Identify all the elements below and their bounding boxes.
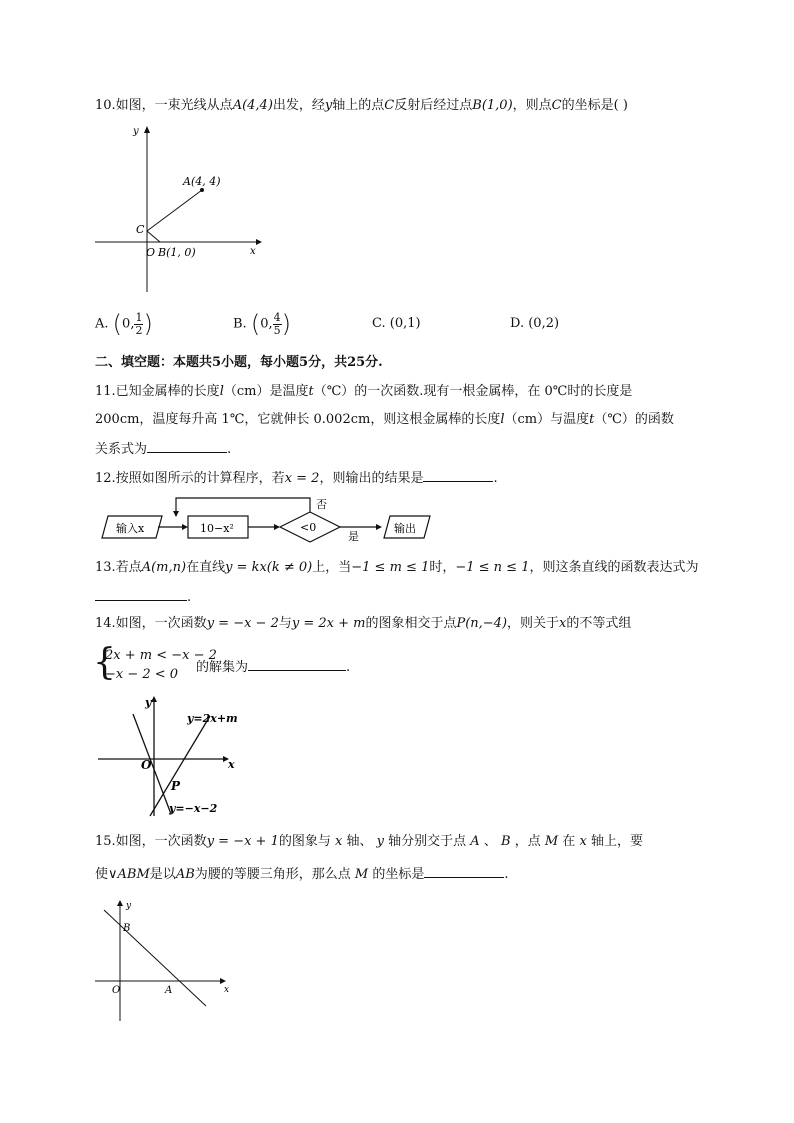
b-label: B(1, 0)	[158, 246, 196, 259]
q15-answer-blank[interactable]	[424, 864, 504, 878]
q12-flowchart	[100, 494, 440, 544]
x-arrow-icon	[256, 239, 262, 245]
yes-label: 是	[348, 530, 359, 543]
y-arrow-icon	[117, 900, 123, 906]
q14-stem: 14.如图，一次函数y = −x − 2与y = 2x + m的图象相交于点P(n,−4)，则关于x的不等式组	[95, 616, 632, 631]
ray-cb	[147, 231, 160, 242]
q10-option-d[interactable]: D. (0,2)	[510, 316, 560, 331]
arrow-icon	[376, 524, 382, 530]
arrow-icon	[182, 524, 188, 530]
a-label: A	[165, 985, 173, 996]
q14-figure	[95, 692, 255, 822]
q10-stem: 10.如图，一束光线从点A(4,4)出发，经y轴上的点C反射后经过点B(1,0)，则点C的坐标是( )	[95, 98, 628, 113]
a-label: A(4, 4)	[183, 175, 221, 188]
q13-answer-blank[interactable]	[95, 587, 187, 601]
q11-line1: 11.已知金属棒的长度l（cm）是温度t（℃）的一次函数.现有一根金属棒，在 0℃时的长度是	[95, 384, 633, 399]
system-brace: {	[93, 642, 116, 683]
q12-stem: 12.按照如图所示的计算程序，若x = 2，则输出的结果是 .	[95, 468, 498, 487]
c-label: C	[136, 223, 145, 236]
q15-figure	[92, 896, 242, 1026]
point-a	[200, 188, 204, 192]
q12-answer-blank[interactable]	[423, 468, 493, 482]
b-label: B	[123, 923, 131, 934]
q14-ineq1: 2x + m < −x − 2	[105, 648, 217, 663]
line-2x-plus-m	[150, 716, 210, 816]
line-neg-x-minus-2	[133, 714, 171, 814]
y-label: y	[145, 696, 152, 709]
q14-answer-blank[interactable]	[248, 657, 346, 671]
input-label: 输入x	[116, 522, 145, 535]
q11-line3: 关系式为 .	[95, 439, 231, 458]
p-label: P	[171, 779, 181, 793]
x-label: x	[228, 758, 235, 771]
q13-stem: 13.若点A(m,n)在直线y = kx(k ≠ 0)上，当−1 ≤ m ≤ 1时，−1 ≤ n ≤ 1，则这条直线的函数表达式为	[95, 560, 699, 575]
q11-answer-blank[interactable]	[147, 439, 227, 453]
y-arrow-icon	[151, 696, 157, 702]
section-title: 二、填空题：本题共5小题，每小题5分，共25分.	[95, 355, 383, 370]
calc-label: 10−x²	[200, 522, 234, 535]
q14-ineq2: −x − 2 < 0	[105, 667, 179, 682]
q11-line2: 200cm，温度每升高 1℃，它就伸长 0.002cm，则这根金属棒的长度l（cm）与温度t（℃）的函数	[95, 412, 674, 427]
q13-answer-line: .	[95, 587, 191, 606]
q10-figure	[90, 118, 270, 298]
line2-label: y=−x−2	[169, 802, 218, 815]
y-arrow-icon	[144, 126, 150, 133]
arrow-icon	[173, 511, 179, 517]
loop-line	[176, 498, 310, 516]
q15-line2: 使∨ABM是以AB为腰的等腰三角形，那么点 M 的坐标是 .	[95, 864, 509, 883]
q10-option-c[interactable]: C. (0,1)	[372, 316, 421, 331]
q15-line1: 15.如图，一次函数y = −x + 1的图象与 x 轴、 y 轴分别交于点 A 、 B ，点 M 在 x 轴上，要	[95, 834, 643, 849]
x-arrow-icon	[220, 978, 226, 984]
x-label: x	[250, 246, 256, 257]
y-label: y	[133, 126, 139, 137]
q10-option-a[interactable]: A. (0, $\frac{1}{2}$ )	[95, 310, 153, 338]
o-label: O	[146, 246, 156, 259]
o-label: O	[112, 985, 121, 996]
ray-ac	[147, 190, 202, 231]
o-label: O	[141, 758, 152, 772]
q10-option-b[interactable]: B. (0, $\frac{4}{5}$ )	[233, 310, 291, 338]
x-label: x	[224, 985, 230, 995]
y-label: y	[126, 901, 132, 911]
line1-label: y=2x+m	[187, 712, 238, 725]
no-label: 否	[316, 498, 327, 511]
output-label: 输出	[394, 522, 416, 535]
q14-answer-line: 的解集为 .	[196, 657, 350, 676]
compare-label: <0	[300, 521, 317, 534]
